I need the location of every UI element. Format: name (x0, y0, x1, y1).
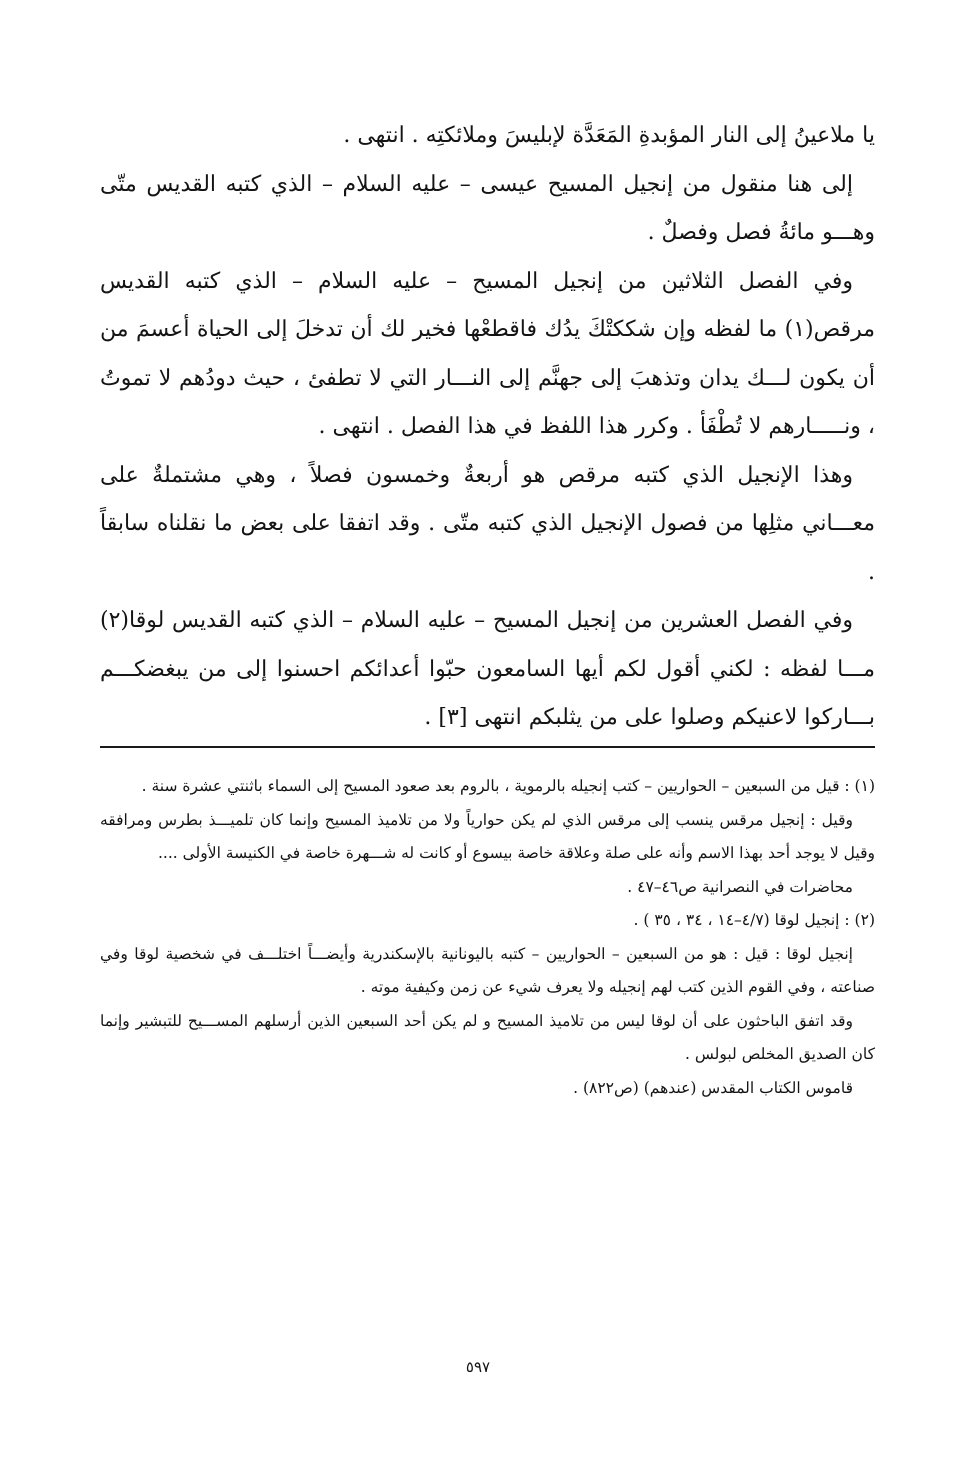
footnote-2-note: وقد اتفق الباحثون على أن لوقا ليس من تلاميذ المسيح و لم يكن أحد السبعين الذين أرسلهم المســـيح للتبشير وإنما كان الصديق المخلص لبولس . (100, 1011, 875, 1063)
footnote-2-source: قاموس الكتاب المقدس (عندهم) (ص٨٢٢) . (573, 1078, 853, 1097)
page-number: ٥٩٧ (465, 1358, 491, 1376)
main-text (100, 112, 875, 743)
body-paragraph: يا ملاعينُ إلى النار المؤبدةِ المَعَدَّة لإبليسَ وملائكتِه . انتهى . (343, 123, 875, 148)
body-paragraph: وهذا الإنجيل الذي كتبه مرقص هو أربعةٌ وخمسون فصلاً ، وهي مشتملةٌ على معـــاني مثلِها من فصول الإنجيل الذي كتبه متّى . وقد اتفقا على بعض ما نقلناه سابقاً . (100, 462, 875, 585)
footnotes (100, 770, 875, 1105)
footnote-2-note: إنجيل لوقا : قيل : هو من السبعين – الحواريين – كتبه باليونانية بالإسكندرية وأيضـــاً اختلـــف في شخصية لوقا وفي صناعته ، وفي القوم الذين كتب لهم إنجيله ولا يعرف شيء عن زمن وكيفية موته . (100, 944, 875, 996)
body-paragraph: وفي الفصل العشرين من إنجيل المسيح – عليه السلام – الذي كتبه القديس لوقا(٢) مـــا لفظه : لكني أقول لكم أيها السامعون حبّوا أعدائكم احسنوا إلى من يبغضكـــم بـــاركوا لاعنيكم وصلوا على من يثلبكم انتهى [٣] . (100, 608, 875, 730)
footnote-1: (١) : قيل من السبعين – الحواريين – كتب إنجيله بالرموية ، بالروم بعد صعود المسيح إلى السماء باثنتي عشرة سنة . (141, 777, 875, 795)
footnote-2: (٢) : إنجيل لوقا (٤/٧–١٤ ، ٣٤ ، ٣٥ ) . (633, 911, 875, 929)
footnote-1-source: محاضرات في النصرانية ص٤٦–٤٧ . (627, 877, 853, 896)
footnote-divider (100, 746, 875, 748)
body-paragraph: إلى هنا منقول من إنجيل المسيح عيسى – عليه السلام – الذي كتبه القديس متّى وهـــو مائةُ فصل وفصلٌ . (100, 171, 875, 245)
footnote-1-note: وقيل : إنجيل مرقس ينسب إلى مرقس الذي لم يكن حوارياً ولا من تلاميذ المسيح وإنما كان تلميـــذ بطرس ومرافقه وقيل لا يوجد أحد بهذا الاسم وأنه على صلة وعلاقة خاصة بيسوع أو كانت له شـــهرة خاصة في الكنيسة الأولى .... (100, 810, 875, 862)
body-paragraph: وفي الفصل الثلاثين من إنجيل المسيح – عليه السلام – الذي كتبه القديس مرقص(١) ما لفظه وإن شككتْكَ يدُك فاقطعْها فخير لك أن تدخلَ إلى الحياة أعسمَ من أن يكون لـــك يدان وتذهبَ إلى جهنَّم إلى النـــار التي لا تطفئ ، حيث دودُهم لا تموتُ ، ونـــــارهم لا تُطْفَأ . وكرر هذا اللفظ في هذا الفصل . انتهى . (100, 268, 875, 439)
